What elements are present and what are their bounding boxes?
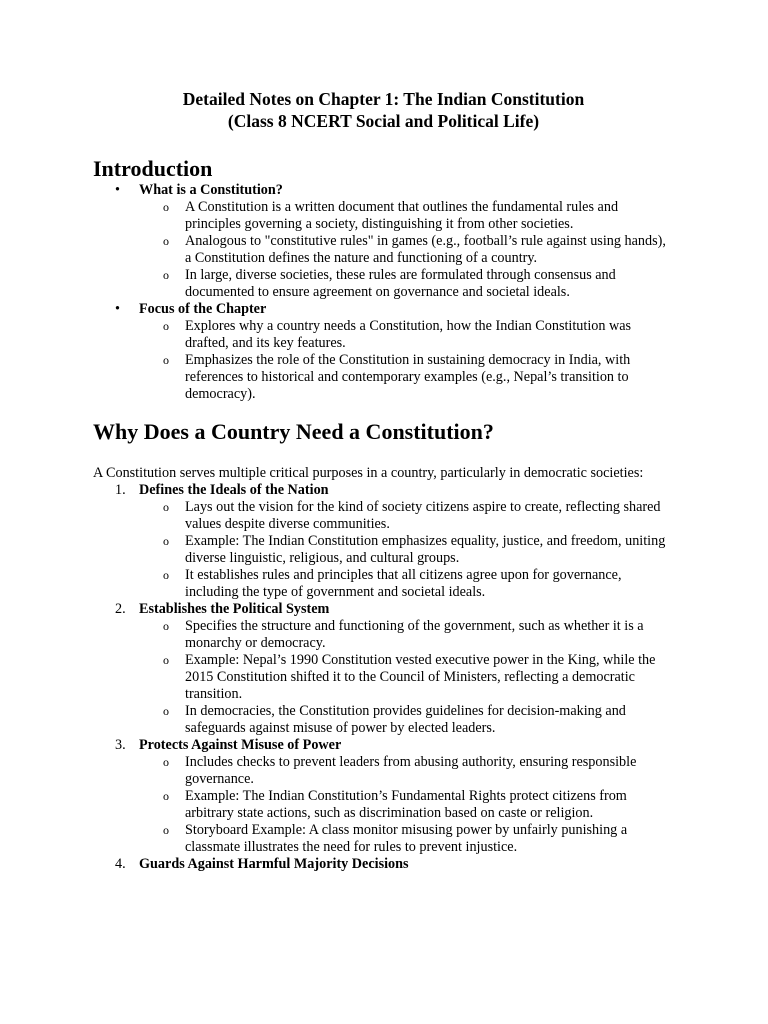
list-item bbox=[93, 301, 674, 403]
section-intro-paragraph: A Constitution serves multiple critical purposes in a country, particularly in democratic societies: bbox=[93, 465, 644, 481]
sub-list-item: o Analogous to "constitutive rules" in games (e.g., football’s rule against using hands), a Constitution defines the nature and functioning of a country. bbox=[163, 233, 666, 266]
list-item-label: Protects Against Misuse of Power bbox=[139, 737, 342, 753]
section-heading-why-constitution: Why Does a Country Need a Constitution? bbox=[93, 419, 494, 444]
list-item-label: Establishes the Political System bbox=[139, 601, 330, 617]
sub-list-item: o Explores why a country needs a Constitution, how the Indian Constitution was drafted, and its key features. bbox=[163, 318, 632, 351]
list-item-label: Guards Against Harmful Majority Decisions bbox=[139, 856, 409, 872]
sub-list-item: o Example: Nepal’s 1990 Constitution vested executive power in the King, while the 2015 Constitution shifted it to the Council of Ministers, reflecting a democratic transition. bbox=[163, 652, 656, 702]
introduction-list bbox=[93, 182, 674, 403]
bullet-marker: • bbox=[115, 301, 120, 317]
sub-bullet-marker: o bbox=[163, 568, 169, 582]
sub-bullet-marker: o bbox=[163, 789, 169, 803]
sub-list-item: o A Constitution is a written document that outlines the fundamental rules and principles governing a society, distinguishing it from other societies. bbox=[163, 199, 619, 232]
section-heading-introduction: Introduction bbox=[93, 156, 213, 181]
sub-list-item: o Specifies the structure and functioning of the government, such as whether it is a monarchy or democracy. bbox=[163, 618, 644, 651]
bullet-marker: • bbox=[115, 182, 120, 198]
sub-list-item: o Example: The Indian Constitution’s Fundamental Rights protect citizens from arbitrary state actions, such as discrimination based on caste or religion. bbox=[163, 788, 627, 821]
sub-list-item: o It establishes rules and principles that all citizens agree upon for governance, including the type of government and societal ideals. bbox=[163, 567, 622, 600]
sub-bullet-marker: o bbox=[163, 755, 169, 769]
list-number: 1. bbox=[115, 482, 126, 498]
list-item-label: Focus of the Chapter bbox=[139, 301, 267, 317]
sub-list-item: o In democracies, the Constitution provides guidelines for decision-making and safeguards against misuse of power by elected leaders. bbox=[163, 703, 626, 736]
sub-bullet-marker: o bbox=[163, 704, 169, 718]
sub-bullet-marker: o bbox=[163, 619, 169, 633]
list-item bbox=[93, 482, 674, 601]
sub-list-item: o Storyboard Example: A class monitor misusing power by unfairly punishing a classmate illustrates the need for rules to prevent injustice. bbox=[163, 822, 628, 855]
sub-bullet-marker: o bbox=[163, 319, 169, 333]
list-number: 2. bbox=[115, 601, 126, 617]
list-item bbox=[93, 856, 674, 873]
sub-bullet-marker: o bbox=[163, 353, 169, 367]
sub-bullet-marker: o bbox=[163, 200, 169, 214]
sub-bullet-marker: o bbox=[163, 268, 169, 282]
document-title-line-1: Detailed Notes on Chapter 1: The Indian Constitution bbox=[182, 89, 585, 109]
purposes-list bbox=[93, 482, 674, 873]
sub-bullet-marker: o bbox=[163, 500, 169, 514]
sub-bullet-marker: o bbox=[163, 823, 169, 837]
list-item bbox=[93, 182, 674, 301]
sub-list-item: o In large, diverse societies, these rules are formulated through consensus and documented to ensure agreement on governance and societal ideals. bbox=[163, 267, 616, 300]
sub-bullet-marker: o bbox=[163, 534, 169, 548]
list-number: 3. bbox=[115, 737, 126, 753]
list-item bbox=[93, 737, 674, 856]
sub-list-item: o Example: The Indian Constitution emphasizes equality, justice, and freedom, uniting diverse linguistic, religious, and cultural groups. bbox=[163, 533, 666, 566]
sub-list-item: o Lays out the vision for the kind of society citizens aspire to create, reflecting shared values despite diverse communities. bbox=[163, 499, 661, 532]
list-item-label: Defines the Ideals of the Nation bbox=[139, 482, 329, 498]
sub-bullet-marker: o bbox=[163, 234, 169, 248]
sub-list-item: o Emphasizes the role of the Constitution in sustaining democracy in India, with references to historical and contemporary examples (e.g., Nepal’s transition to democracy). bbox=[163, 352, 631, 402]
list-item-label: What is a Constitution? bbox=[139, 182, 283, 198]
document-title-line-2: (Class 8 NCERT Social and Political Life) bbox=[227, 111, 540, 131]
sub-list-item: o Includes checks to prevent leaders from abusing authority, ensuring responsible governance. bbox=[163, 754, 637, 787]
list-item bbox=[93, 601, 674, 737]
sub-bullet-marker: o bbox=[163, 653, 169, 667]
list-number: 4. bbox=[115, 856, 126, 872]
